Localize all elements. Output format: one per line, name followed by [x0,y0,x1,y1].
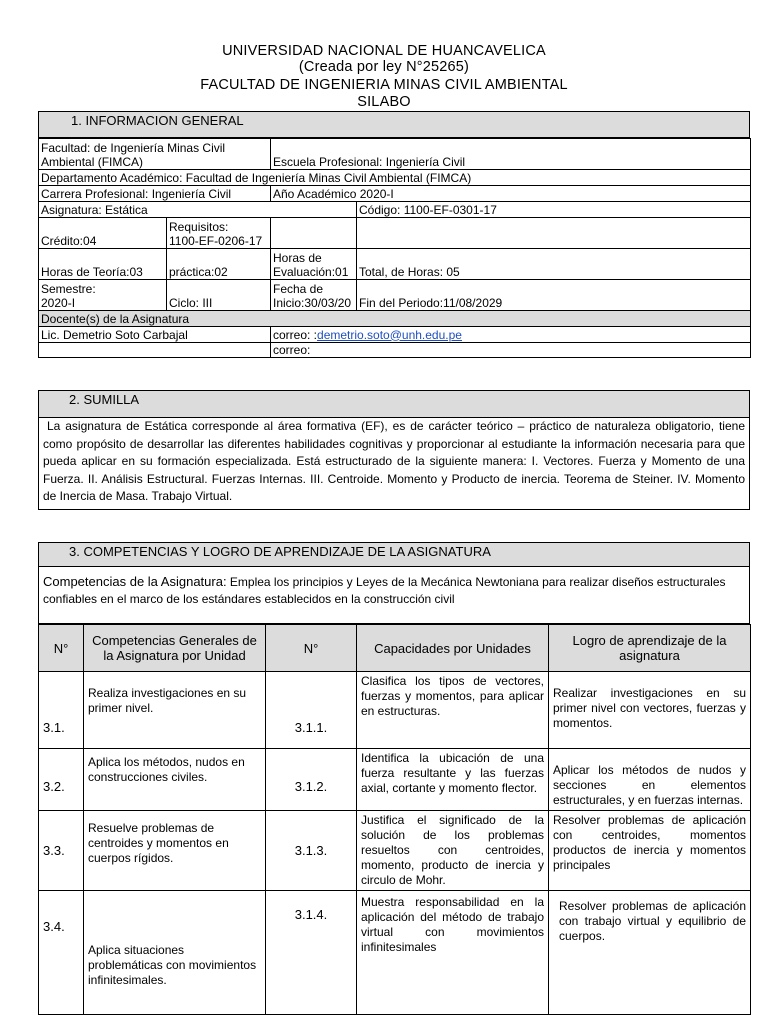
section1-title: 1. INFORMACION GENERAL [71,113,244,128]
logro-cell: Resolver problemas de aplicación con trabajo virtual y equilibrio de cuerpos. [549,891,751,1015]
document-title: SILABO [357,94,411,110]
cap-number: 3.1.2. [266,749,357,811]
cap-cell: Identifica la ubicación de una fuerza resultante y las fuerzas axial, cortante y momento flector. [357,749,549,811]
col-header-capacidades: Capacidades por Unidades [357,625,549,672]
comp-cell: Aplica los métodos, nudos en construcciones civiles. [84,749,266,811]
faculty-name: FACULTAD DE INGENIERIA MINAS CIVIL AMBIENTAL [200,77,568,93]
asignatura-cell: Asignatura: Estática [39,202,357,218]
fin-periodo-cell: Fin del Periodo:11/08/2029 [357,280,751,311]
escuela-cell: Escuela Profesional: Ingeniería Civil [271,139,751,170]
fecha-inicio-cell: Fecha de Inicio:30/03/20 [271,280,357,311]
anio-cell: Año Académico 2020-I [271,186,751,202]
table-row [39,672,751,749]
general-info-table [38,138,751,358]
cap-cell: Clasifica los tipos de vectores, fuerzas y momentos, para aplicar en estructuras. [357,672,549,749]
col-header-n2: N° [266,625,357,672]
university-name: UNIVERSIDAD NACIONAL DE HUANCAVELICA [222,43,546,59]
horas-teoria-cell: Horas de Teoría:03 [39,249,167,280]
col-header-n1: N° [39,625,84,672]
sumilla-text: La asignatura de Estática corresponde al área formativa (EF), es de carácter teórico – práctico de naturaleza obligatorio, tiene como propósito de desarrollar las diferentes habilidades cognitivas y proporcionar al estudiante la información necesaria para que pueda aplicar en su formación especializada. Está estructurado de la siguiente manera: I. Vectores. Fuerza y Momento de una Fuerza. II. Análisis Estructural. Fuerzas Internas. III. Centroide. Momento y Producto de inercia. Teorema de Steiner. IV. Momento de Inercia de Masa. Trabajo Virtual. [38,417,750,510]
col-header-comp-gen: Competencias Generales de la Asignatura por Unidad [84,625,266,672]
competencias-box [38,566,750,624]
row-number: 3.1. [39,672,84,749]
correo-cell: correo: :demetrio.soto@unh.edu.pe [271,327,751,343]
comp-cell: Resuelve problemas de centroides y momentos en cuerpos rígidos. [84,811,266,891]
codigo-cell: Código: 1100-EF-0301-17 [357,202,751,218]
table-row [39,811,751,891]
section3-title: 3. COMPETENCIAS Y LOGRO DE APRENDIZAJE DE LA ASIGNATURA [69,544,491,559]
correo2-cell: correo: [271,343,751,358]
competencias-label: Competencias de la Asignatura: [43,574,227,589]
carrera-cell: Carrera Profesional: Ingeniería Civil [39,186,271,202]
facultad-cell: Facultad: de Ingeniería Minas Civil Ambiental (FIMCA) [39,139,271,170]
total-horas-cell: Total, de Horas: 05 [357,249,751,280]
section1-header [38,111,750,138]
logro-cell: Aplicar los métodos de nudos y secciones en elementos estructurales, y en fuerzas internas. [549,749,751,811]
cap-cell: Justifica el significado de la solución de los problemas resueltos con centroides, momento, producto de inercia y circulo de Mohr. [357,811,549,891]
competencias-text: Emplea los principios y Leyes de la Mecánica Newtoniana para realizar diseños estructurales confiables en el marco de los estándares establecidos en la construcción civil [43,575,726,606]
logro-cell: Realizar investigaciones en su primer nivel con vectores, fuerzas y momentos. [549,672,751,749]
section2-header [38,390,750,418]
logro-cell: Resolver problemas de aplicación con centroides, momentos productos de inercia y momentos principales [549,811,751,891]
empty-cell [357,218,751,249]
credito-cell: Crédito:04 [39,218,167,249]
ciclo-cell: Ciclo: III [167,280,271,311]
cap-cell: Muestra responsabilidad en la aplicación del método de trabajo virtual con movimientos infinitesimales [357,891,549,1015]
col-header-logro: Logro de aprendizaje de la asignatura [549,625,751,672]
departamento-cell: Departamento Académico: Facultad de Ingeniería Minas Civil Ambiental (FIMCA) [39,170,751,186]
row-number: 3.3. [39,811,84,891]
horas-eval-cell: Horas de Evaluación:01 [271,249,357,280]
empty-cell [271,218,357,249]
semestre-cell: Semestre: 2020-I [39,280,167,311]
docentes-title-cell: Docente(s) de la Asignatura [39,311,751,327]
creation-law: (Creada por ley N°25265) [298,59,470,75]
cap-number: 3.1.4. [266,891,357,1015]
row-number: 3.2. [39,749,84,811]
section2-title: 2. SUMILLA [69,392,140,407]
table-row [39,749,751,811]
email-link[interactable]: demetrio.soto@unh.edu.pe [317,327,462,342]
competencias-table [38,624,751,1015]
docente-cell: Lic. Demetrio Soto Carbajal [39,327,271,343]
section3-header [38,542,750,567]
comp-cell: Realiza investigaciones en su primer nivel. [84,672,266,749]
row-number: 3.4. [39,891,84,1015]
cap-number: 3.1.1. [266,672,357,749]
requisitos-cell: Requisitos: 1100-EF-0206-17 [167,218,271,249]
empty-cell [39,343,271,358]
practica-cell: práctica:02 [167,249,271,280]
cap-number: 3.1.3. [266,811,357,891]
table-row [39,891,751,1015]
comp-cell: Aplica situaciones problemáticas con movimientos infinitesimales. [84,891,266,1015]
